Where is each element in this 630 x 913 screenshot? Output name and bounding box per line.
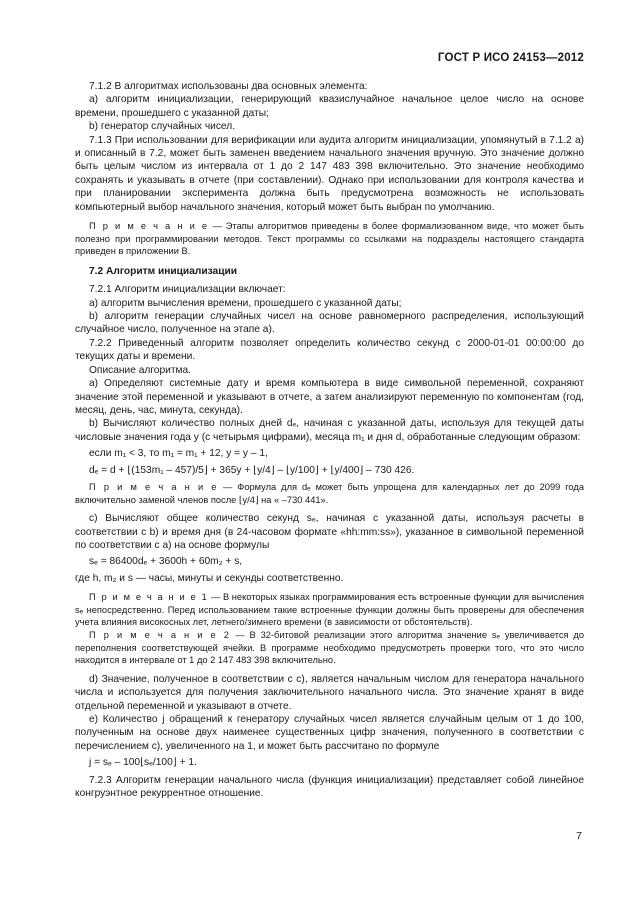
document-body (75, 80, 584, 800)
formula-legend: где h, m₂ и s — часы, минуты и секунды соответственно. (75, 572, 344, 584)
step-a: а) Определяют системные дату и время компьютера в виде символьной переменной, сохраняют значение этой переменной и указывают в отчете, а затем анализируют переменную по компонентам (год, месяц, день, час, минута, секунда). (75, 378, 584, 416)
list-item-b: b) генератор случайных чисел. (89, 121, 236, 133)
section-heading-7-2: 7.2 Алгоритм инициализации (89, 265, 237, 277)
note-1-seconds (75, 591, 584, 629)
paragraph-7-2-2: 7.2.2 Приведенный алгоритм позволяет определить количество секунд с 2000-01-01 00:00:00 до текущих даты и времени. (75, 337, 584, 363)
list-item-b-2: b) алгоритм генерации случайных чисел на основе равномерного распределения, использующий случайное число, полученное на этапе а). (75, 311, 584, 336)
note-label: П р и м е ч а н и е 1 (89, 592, 209, 603)
paragraph-7-2-1: 7.2.1 Алгоритм инициализации включает: (89, 284, 286, 296)
formula-j: j = sₑ – 100⌊sₑ/100⌋ + 1. (89, 757, 197, 769)
note-text: — Этапы алгоритмов приведены в более формализованном виде, что может быть полезно при программировании методов. Текст программы со ссылками на подразделы настоящего стандарта приведен в приложении В. (75, 221, 584, 257)
formula-seconds: sₑ = 86400dₑ + 3600h + 60m₂ + s, (89, 556, 243, 568)
note-label: П р и м е ч а н и е 2 (89, 629, 231, 640)
formula-days: dₑ = d + ⌊(153m₁ – 457)/5⌋ + 365y + ⌊y/4⌋ – ⌊y/100⌋ + ⌊y/400⌋ – 730 426. (89, 464, 415, 476)
list-item-a-2: а) алгоритм вычисления времени, прошедшего с указанной даты; (89, 297, 402, 309)
paragraph-7-1-2: 7.1.2 В алгоритмах использованы два основных элемента: (89, 81, 368, 92)
step-b: b) Вычисляют количество полных дней dₑ, начиная с указанной даты, используя для текущей даты числовые значения года y (с четырьмя цифрами), месяца m₁ и дня d, обработанные следующим образом: (75, 418, 584, 443)
note-2 (75, 481, 584, 506)
step-d: d) Значение, полученное в соответствии с с), является начальным числом для генератора начального числа и используется для получения заключительного начального числа. Это значение хранят в виде отдельной переменной и указывают в отчете. (75, 673, 584, 712)
paragraph-7-2-3: 7.2.3 Алгоритм генерации начального числа (функция инициализации) представляет собой линейное конгруэнтное рекуррентное отношение. (75, 774, 584, 799)
algorithm-description-label: Описание алгоритма. (89, 364, 191, 376)
note-text: — Формула для dₑ может быть упрощена для календарных лет до 2099 года включительно заменой членов после ⌊y/4⌋ на « –730 441». (75, 481, 584, 505)
step-c: с) Вычисляют общее количество секунд sₑ, начиная с указанной даты, используя расчеты в соответствии с b) и время дня (в 24-часовом формате «hh:mm:ss»), указанное в символьной переменной по соответствии с а) на основе формулы (75, 513, 584, 551)
note-label: П р и м е ч а н и е (89, 221, 209, 232)
page-number: 7 (576, 830, 582, 842)
paragraph-7-1-3: 7.1.3 При использовании для верификации или аудита алгоритм инициализации, упомянутый в 7.1.2 а) и описанный в 7.2, может быть заменен введением начального значения вручную. Это значение должно быть целым числом из интервала от 1 до 2 147 483 398 включительно. Это значение необходимо сохранять и указывать в отчете (при составлении). Однако при использовании для контроля качества и при планировании эксперимента должна быть предусмотрена возможность не использовать компьютерный выбор начального значения, который может быть выбран по умолчанию. (75, 134, 584, 213)
note-label: П р и м е ч а н и е (89, 481, 219, 492)
note-text: — В некоторых языках программирования есть встроенные функции для вычисления sₑ непосредственно. Перед использованием такие встроенные функции должны быть проверены для обеспечения учета влияния високосных лет, летнего/зимнего времени (в зависимости от обстоятельств). (75, 592, 584, 628)
formula-month-condition: если m₁ < 3, то m₁ = m₁ + 12, y = y – 1, (89, 448, 268, 460)
note-2-seconds (75, 629, 584, 667)
standard-header: ГОСТ Р ИСО 24153—2012 (437, 52, 584, 64)
note-text: — В 32-битовой реализации этого алгоритма значение sₑ увеличивается до переполнения соответствующей ячейки. В программе необходимо предусмотреть проверки того, что это число находится в интервале от 1 до 2 147 483 398 включительно. (75, 629, 584, 666)
note-1 (75, 220, 584, 258)
list-item-a: а) алгоритм инициализации, генерирующий квазислучайное начальное целое число на основе времени, прошедшего с указанной даты; (75, 94, 584, 119)
step-e: е) Количество j обращений к генератору случайных чисел является случайным целым от 1 до 100, полученным на основе двух наименее существенных цифр значения, полученного в соответствии с перечислением с), увеличенного на 1, и может быть рассчитано по формуле (75, 713, 584, 752)
